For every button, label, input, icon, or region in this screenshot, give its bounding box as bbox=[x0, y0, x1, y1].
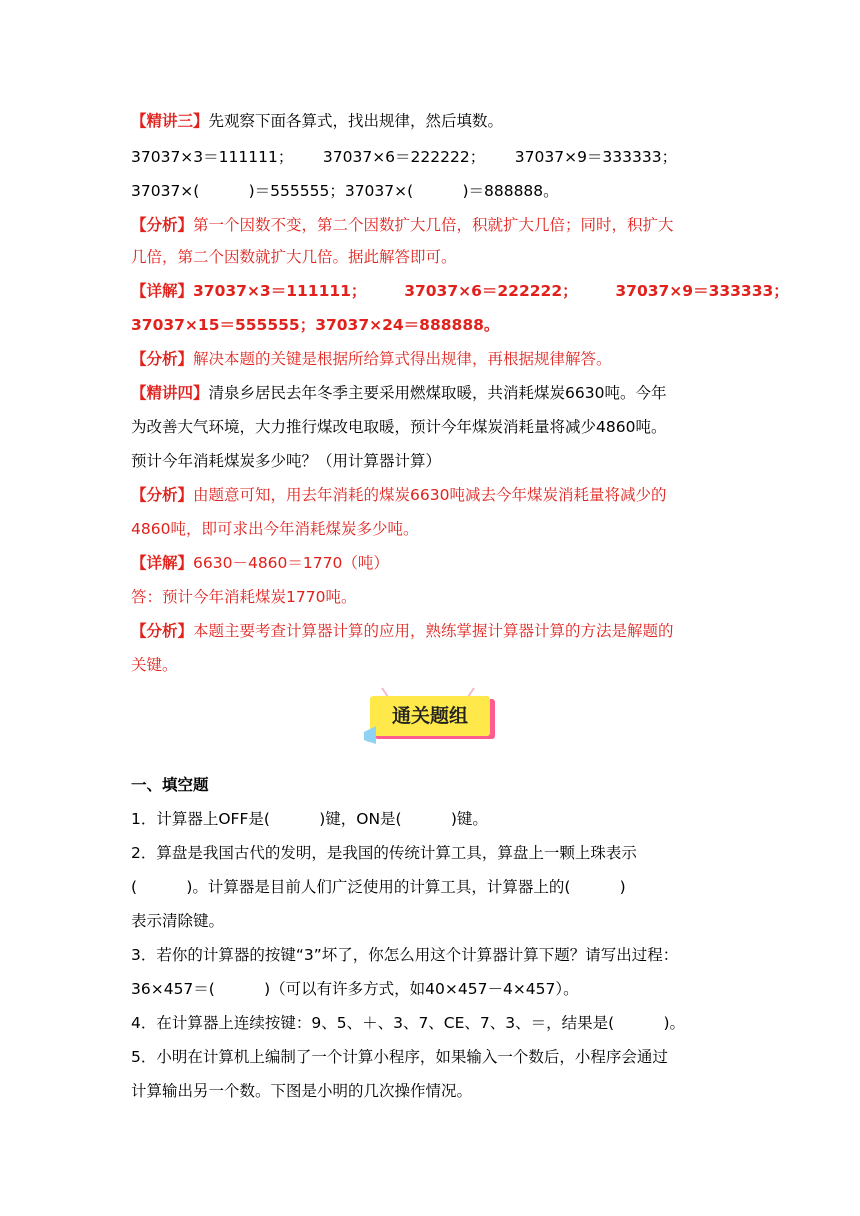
analysis-line: 【分析】由题意可知，用去年消耗的煤炭6630吨减去今年煤炭消耗量将减少的 bbox=[131, 486, 667, 504]
question-line: 表示清除键。 bbox=[131, 912, 225, 930]
section-banner bbox=[362, 686, 502, 746]
question-line: 3．若你的计算器的按键“3”坏了，你怎么用这个计算器计算下题？请写出过程： bbox=[131, 946, 679, 964]
text-line: 预计今年消耗煤炭多少吨？（用计算器计算） bbox=[131, 452, 442, 470]
question-line: 2．算盘是我国古代的发明，是我国的传统计算工具，算盘上一颗上珠表示 bbox=[131, 844, 637, 862]
question-line: 计算输出另一个数。下图是小明的几次操作情况。 bbox=[131, 1082, 473, 1100]
analysis-line: 关键。 bbox=[131, 656, 178, 674]
text-line: 为改善大气环境，大力推行煤改电取暖，预计今年煤炭消耗量将减少4860吨。 bbox=[131, 418, 667, 436]
text-line: 37037×3＝111111； 37037×6＝222222； 37037×9＝333333； bbox=[131, 148, 678, 166]
answer-line: 答：预计今年消耗煤炭1770吨。 bbox=[131, 588, 357, 606]
banner-title: 通关题组 bbox=[391, 705, 468, 727]
solution-line: 【详解】6630－4860＝1770（吨） bbox=[131, 554, 389, 572]
analysis-line: 4860吨，即可求出今年消耗煤炭多少吨。 bbox=[131, 520, 419, 538]
text-line: 37037×( )＝555555；37037×( )＝888888。 bbox=[131, 182, 559, 200]
question-line: 36×457＝( )（可以有许多方式，如40×457－4×457）。 bbox=[131, 980, 579, 998]
analysis-line: 【分析】本题主要考查计算器计算的应用，熟练掌握计算器计算的方法是解题的 bbox=[131, 622, 674, 640]
analysis-line: 【分析】解决本题的关键是根据所给算式得出规律，再根据规律解答。 bbox=[131, 350, 612, 368]
question-line: ( )。计算器是目前人们广泛使用的计算工具，计算器上的( ) bbox=[131, 878, 626, 896]
text-line: 【精讲三】先观察下面各算式，找出规律，然后填数。 bbox=[131, 112, 504, 130]
solution-line: 【详解】37037×3＝111111； 37037×6＝222222； 37037×9＝333333； bbox=[131, 282, 789, 300]
question-line: 1．计算器上OFF是( )键，ON是( )键。 bbox=[131, 810, 488, 828]
analysis-line: 【分析】第一个因数不变，第二个因数扩大几倍，积就扩大几倍；同时，积扩大 bbox=[131, 216, 674, 234]
question-line: 5．小明在计算机上编制了一个计算小程序，如果输入一个数后，小程序会通过 bbox=[131, 1048, 668, 1066]
solution-line: 37037×15＝555555；37037×24＝888888。 bbox=[131, 316, 500, 334]
section-title: 一、填空题 bbox=[131, 776, 209, 794]
text-line: 【精讲四】清泉乡居民去年冬季主要采用燃煤取暖，共消耗煤炭6630吨。今年 bbox=[131, 384, 667, 402]
analysis-line: 几倍，第二个因数就扩大几倍。据此解答即可。 bbox=[131, 248, 457, 266]
question-line: 4．在计算器上连续按键：9、5、＋、3、7、CE、7、3、＝，结果是( )。 bbox=[131, 1014, 686, 1032]
